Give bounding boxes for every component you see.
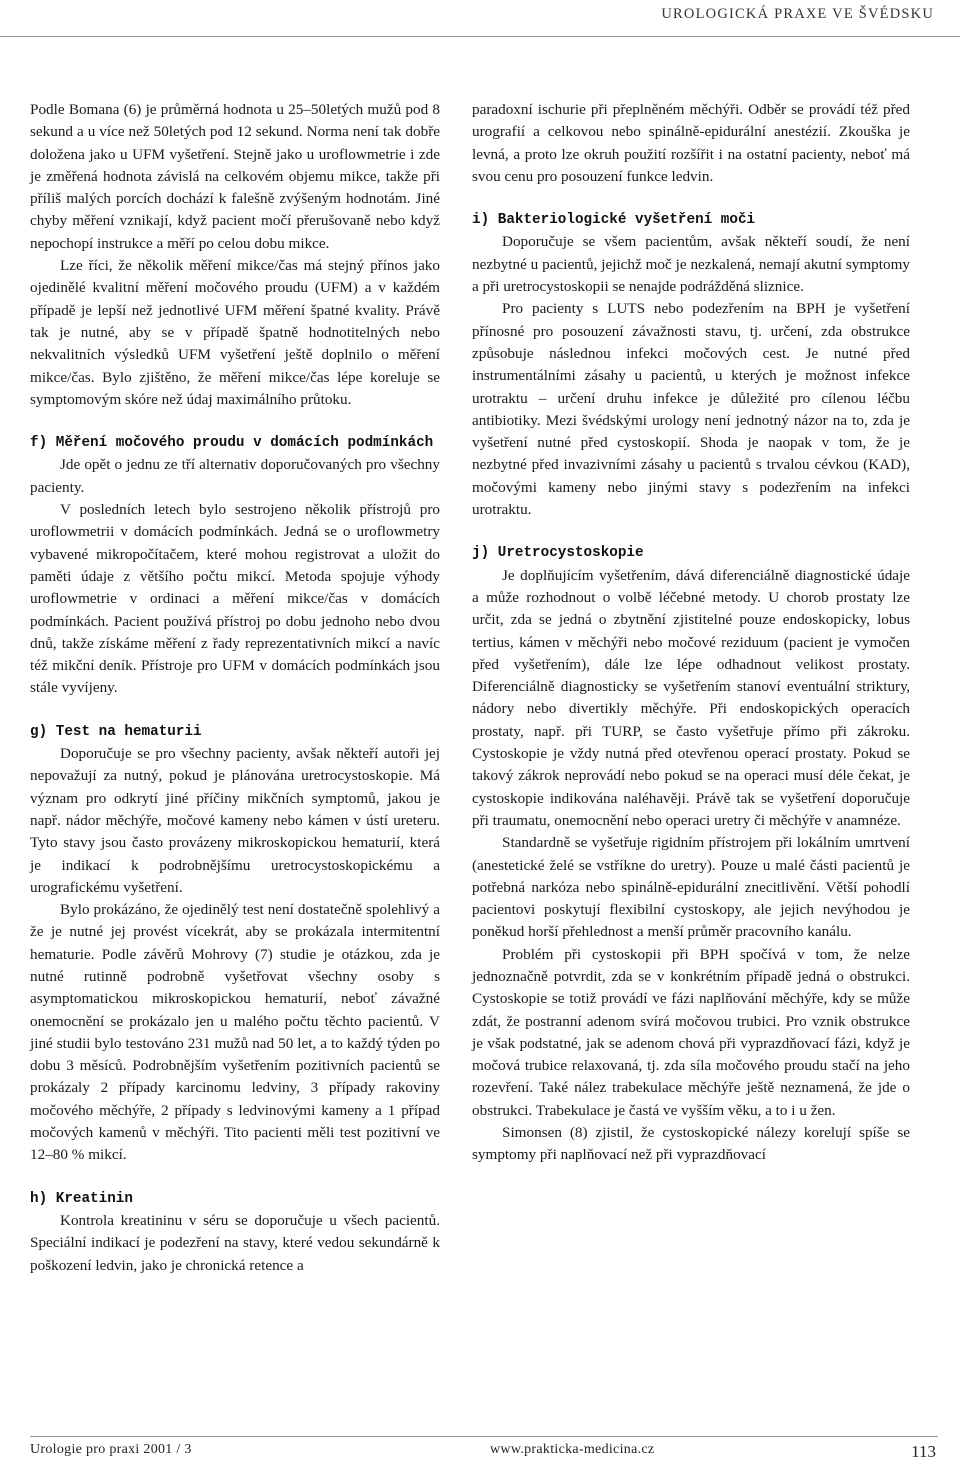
paragraph: Problém při cystoskopii při BPH spočívá v tom, že nelze jednoznačně potvrdit, zda se v konkrétním případě jedná o obstrukci. Cystoskopie se totiž provádí ve fázi naplňování měchýře, kdy se může zdát, že postranní adenom svírá močovou trubici. Pro vznik obstrukce je však podstatné, jak se adenom chová při vyprazdňovací fázi, když je močová trubice relaxovaná, tj. zda síla močového proudu stačí na jeho rozevření. Také nález trabekulace měchýře ještě neznamená, že jde o obstrukci. Trabekulace je častá ve vyšším věku, a to i u žen. [472,945,910,1119]
paragraph: Jde opět o jednu ze tří alternativ doporučovaných pro všechny pacienty. [30,456,440,496]
running-head: UROLOGICKÁ PRAXE VE ŠVÉDSKU [661,6,934,22]
paragraph: Doporučuje se všem pacientům, avšak někteří soudí, že není nezbytné u pacientů, jejichž moč je nezkalená, nemají akutní symptomy a při uretrocystoskopii se nenajde podrážděná sliznice. [472,233,910,296]
paragraph: Bylo prokázáno, že ojedinělý test není dostatečně spolehlivý a že je nutné jej provést vícekrát, aby se prokázala intermitentní hematurie. Podle závěrů Mohrovy (7) studie je otázkou, zda je nutné rutinně podrobně vyšetřovat všechny osoby s asymptomatickou mikroskopickou hematurií, neboť závažné onemocnění se prokázalo jen u malého počtu těchto pacientů. V jiné studii bylo testováno 231 mužů nad 50 let, a to každý týden po dobu 3 měsíců. Podrobnějším vyšetřením pozitivních pacientů se prokázaly 2 případy karcinomu ledviny, 3 případy rakoviny močového měchýře, 2 případy s ledvinovými kameny a 1 případ močových kamenů v měchýři. Tito pacienti měli test pozitivní ve 12–80 % mikcí. [30,901,440,1164]
footer-website[interactable]: www.prakticka-medicina.cz [490,1442,655,1457]
paragraph: Standardně se vyšetřuje rigidním přístrojem při lokálním umrtvení (anestetické želé se vstříkne do uretry). Pouze u malé části pacientů je potřebná narkóza nebo spinálně-epidurální znecitlivění. Větší pohodlí pacientovi poskytují flexibilní cystoskopy, ale jejich nevýhodou je poněkud horší přehlednost a menší průměr pracovního kanálu. [472,834,910,941]
section-heading-f: f) Měření močového proudu v domácích podmínkách [30,435,434,452]
paragraph: V posledních letech bylo sestrojeno několik přístrojů pro uroflowmetrii v domácích podmínkách. Jedná se o uroflowmetry vybavené mikropočítačem, které mohou registrovat a uložit do paměti údaje z většího počtu mikcí. Metoda spojuje výhody uroflowmetrie v ordinaci a měření mikce/čas v domácích podmínkách. Pacient používá přístroj po dobu jednoho nebo dvou dnů, takže získáme měření z řady reprezentativních mikcí a navíc též mikční deník. Přístroje pro UFM v domácích podmínkách jsou stále vyvíjeny. [30,501,440,697]
paragraph: Kontrola kreatininu v séru se doporučuje u všech pacientů. Speciální indikací je podezření na stavy, které vedou sekundárně k poškození ledvin, jako je chronická retence a [30,1211,440,1274]
section-heading-j: j) Uretrocystoskopie [472,545,644,562]
page-number: 113 [911,1442,936,1461]
footer-journal: Urologie pro praxi 2001 / 3 [30,1442,192,1457]
paragraph: Simonsen (8) zjistil, že cystoskopické nálezy korelují spíše se symptomy při naplňovací než při vyprazdňovací [472,1124,910,1164]
right-column [472,99,910,1167]
section-heading-h: h) Kreatinin [30,1190,133,1207]
paragraph: Lze říci, že několik měření mikce/čas má stejný přínos jako ojedinělé kvalitní měření močového proudu (UFM) a v každém případě je lepší než jednotlivé UFM měření špatné kvality. Právě tak je nutné, aby se v případě špatně hodnotitelných nebo nekvalitních výsledků UFM vyšetření ještě doplnilo o měření mikce/čas. Bylo zjištěno, že měření mikce/čas lépe koreluje se symptomovým skóre než údaj maximálního průtoku. [30,257,440,408]
paragraph: Pro pacienty s LUTS nebo podezřením na BPH je vyšetření přínosné pro posouzení závažnosti stavu, tj. určení, zda obstrukce způsobuje následnou infekci močových cest. Je nutné před instrumentálními zásahy u pacientů, u kterých je možnost infekce urotraktu – určení druhu infekce je důležité pro cílenou léčbu antibiotiky. Mezi švédskými urology není jednotný názor na to, zda je vyšetření nutné před cystoskopií. Shoda je naopak v tom, že je nezbytné před invazivními zásahy u pacientů s trvalou cévkou (KAD), močovými kameny nebo jinými stavy s podezřením na infekci urotraktu. [472,300,910,519]
paragraph: Doporučuje se pro všechny pacienty, avšak někteří autoři jej nepovažují za nutný, pokud je plánována uretrocystoskopie. Má význam pro odkrytí jiné příčiny mikčních symptomů, jakou je např. nádor měchýře, močové kameny nebo kámen v ústí ureteru. Tyto stavy jsou často provázeny mikroskopickou hematurií, která je indikací k podrobnějšímu uretrocystoskopickému a urografickému vyšetření. [30,745,440,896]
header-rule [0,36,960,37]
left-column [30,99,440,1277]
section-heading-g: g) Test na hematurii [30,723,202,740]
paragraph: Podle Bomana (6) je průměrná hodnota u 25–50letých mužů pod 8 sekund a u více než 50letých pod 12 sekund. Norma není tak dobře doložena jako u UFM vyšetření. Stejně jako u uroflowmetrie i zde je změřená hodnota závislá na celkovém objemu mikce, takže při příliš malých porcích dochází k falešně zvýšeným hodnotám. Jiné chyby měření vznikají, když pacient močí přerušovaně nebo když nepochopí instrukce a měří po celou dobu mikce. [30,101,440,252]
section-heading-i: i) Bakteriologické vyšetření moči [472,212,756,229]
paragraph: Je doplňujícím vyšetřením, dává diferenciálně diagnostické údaje a může rozhodnout o volbě léčebné metody. U chorob prostaty lze určit, zda se jedná o zbytnění zjistitelné pouze endoskopicky, lobus tertius, kámen v měchýři nebo močové reziduum (pacient je vymočen před vyšetřením), dále lze lépe odhadnout velikost prostaty. Diferenciálně diagnosticky se vyšetřením stanoví eventuální strikturу, nádory nebo divertikly měchýře. Při endoskopických operacích prostaty, např. při TURP, se často vyšetřuje přímo při zákroku. Cystoskopie je vždy nutná před otevřenou operací prostaty. Pokud se takový zákrok neprovádí nebo pokud se na operaci musí déle čekat, je cystoskopie indikována naléhavěji. Právě tak se vyšetření doporučuje při traumatu, onemocnění nebo operaci uretry či měchýře v anamnéze. [472,566,910,829]
paragraph: paradoxní ischurie při přeplněném měchýři. Odběr se provádí též před urografií a celkovou nebo spinálně-epidurální anestézií. Zkouška je levná, a proto lze okruh použití rozšířit i na ostatní pacienty, neboť má svou cenu pro posouzení funkce ledvin. [472,101,910,185]
footer-rule [30,1436,938,1437]
